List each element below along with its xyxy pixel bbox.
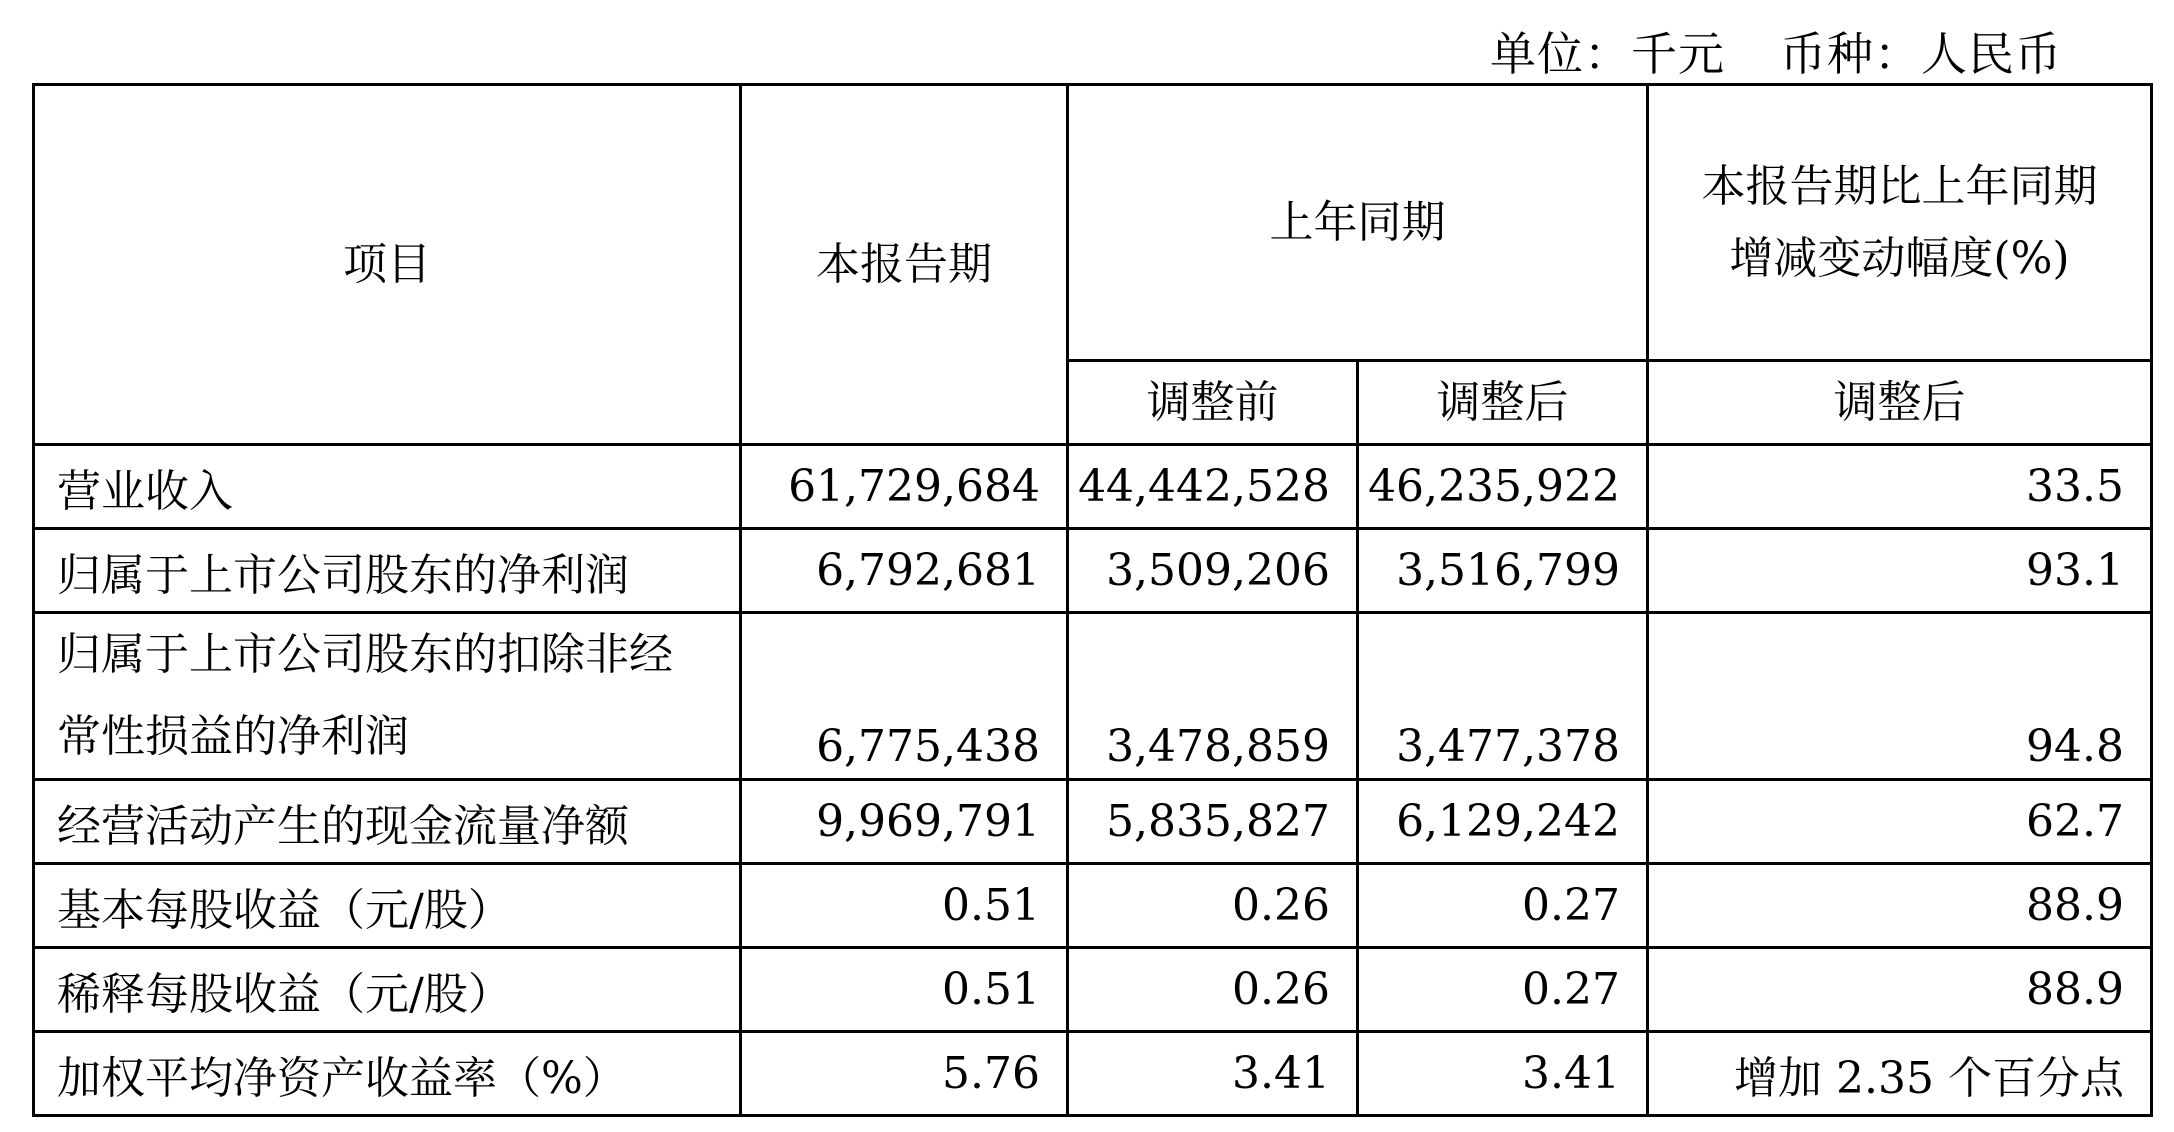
header-change-after-adjustment: 调整后 — [1648, 361, 2152, 445]
header-after-adjustment: 调整后 — [1358, 361, 1648, 445]
cell-after: 0.27 — [1358, 864, 1648, 948]
financial-data-table — [32, 83, 2153, 1117]
table-row — [34, 529, 2152, 613]
cell-current: 9,969,791 — [741, 780, 1068, 864]
cell-current: 5.76 — [741, 1032, 1068, 1116]
row-label: 经营活动产生的现金流量净额 — [34, 780, 741, 864]
cell-change: 88.9 — [1648, 948, 2152, 1032]
row-label: 加权平均净资产收益率（%） — [34, 1032, 741, 1116]
header-change: 本报告期比上年同期增减变动幅度(%) — [1648, 85, 2152, 361]
header-item: 项目 — [34, 85, 741, 445]
cell-current: 6,792,681 — [741, 529, 1068, 613]
cell-after: 6,129,242 — [1358, 780, 1648, 864]
unit-currency-line — [1490, 18, 2062, 84]
cell-after: 0.27 — [1358, 948, 1648, 1032]
cell-change: 94.8 — [1648, 613, 2152, 780]
table-row — [34, 445, 2152, 529]
cell-after: 3,477,378 — [1358, 613, 1648, 780]
table-row — [34, 948, 2152, 1032]
cell-after: 46,235,922 — [1358, 445, 1648, 529]
cell-change: 增加 2.35 个百分点 — [1648, 1032, 2152, 1116]
row-label: 归属于上市公司股东的净利润 — [34, 529, 741, 613]
unit-label: 单位：千元 — [1490, 27, 1725, 81]
currency-label: 币种：人民币 — [1780, 27, 2062, 81]
table-row — [34, 613, 2152, 780]
cell-before: 3,478,859 — [1068, 613, 1358, 780]
cell-change: 88.9 — [1648, 864, 2152, 948]
row-label: 基本每股收益（元/股） — [34, 864, 741, 948]
cell-before: 3.41 — [1068, 1032, 1358, 1116]
cell-before: 0.26 — [1068, 864, 1358, 948]
cell-after: 3,516,799 — [1358, 529, 1648, 613]
cell-current: 0.51 — [741, 864, 1068, 948]
header-current-period: 本报告期 — [741, 85, 1068, 445]
header-row-1 — [34, 85, 2152, 361]
cell-before: 3,509,206 — [1068, 529, 1358, 613]
cell-current: 6,775,438 — [741, 613, 1068, 780]
table-row — [34, 864, 2152, 948]
cell-change: 62.7 — [1648, 780, 2152, 864]
header-before-adjustment: 调整前 — [1068, 361, 1358, 445]
cell-change: 33.5 — [1648, 445, 2152, 529]
table-row — [34, 780, 2152, 864]
cell-before: 0.26 — [1068, 948, 1358, 1032]
cell-current: 0.51 — [741, 948, 1068, 1032]
header-prior-year-period: 上年同期 — [1068, 85, 1648, 361]
cell-before: 44,442,528 — [1068, 445, 1358, 529]
table-row — [34, 1032, 2152, 1116]
row-label: 归属于上市公司股东的扣除非经常性损益的净利润 — [34, 613, 741, 780]
cell-change: 93.1 — [1648, 529, 2152, 613]
cell-before: 5,835,827 — [1068, 780, 1358, 864]
row-label: 营业收入 — [34, 445, 741, 529]
row-label: 稀释每股收益（元/股） — [34, 948, 741, 1032]
cell-after: 3.41 — [1358, 1032, 1648, 1116]
cell-current: 61,729,684 — [741, 445, 1068, 529]
